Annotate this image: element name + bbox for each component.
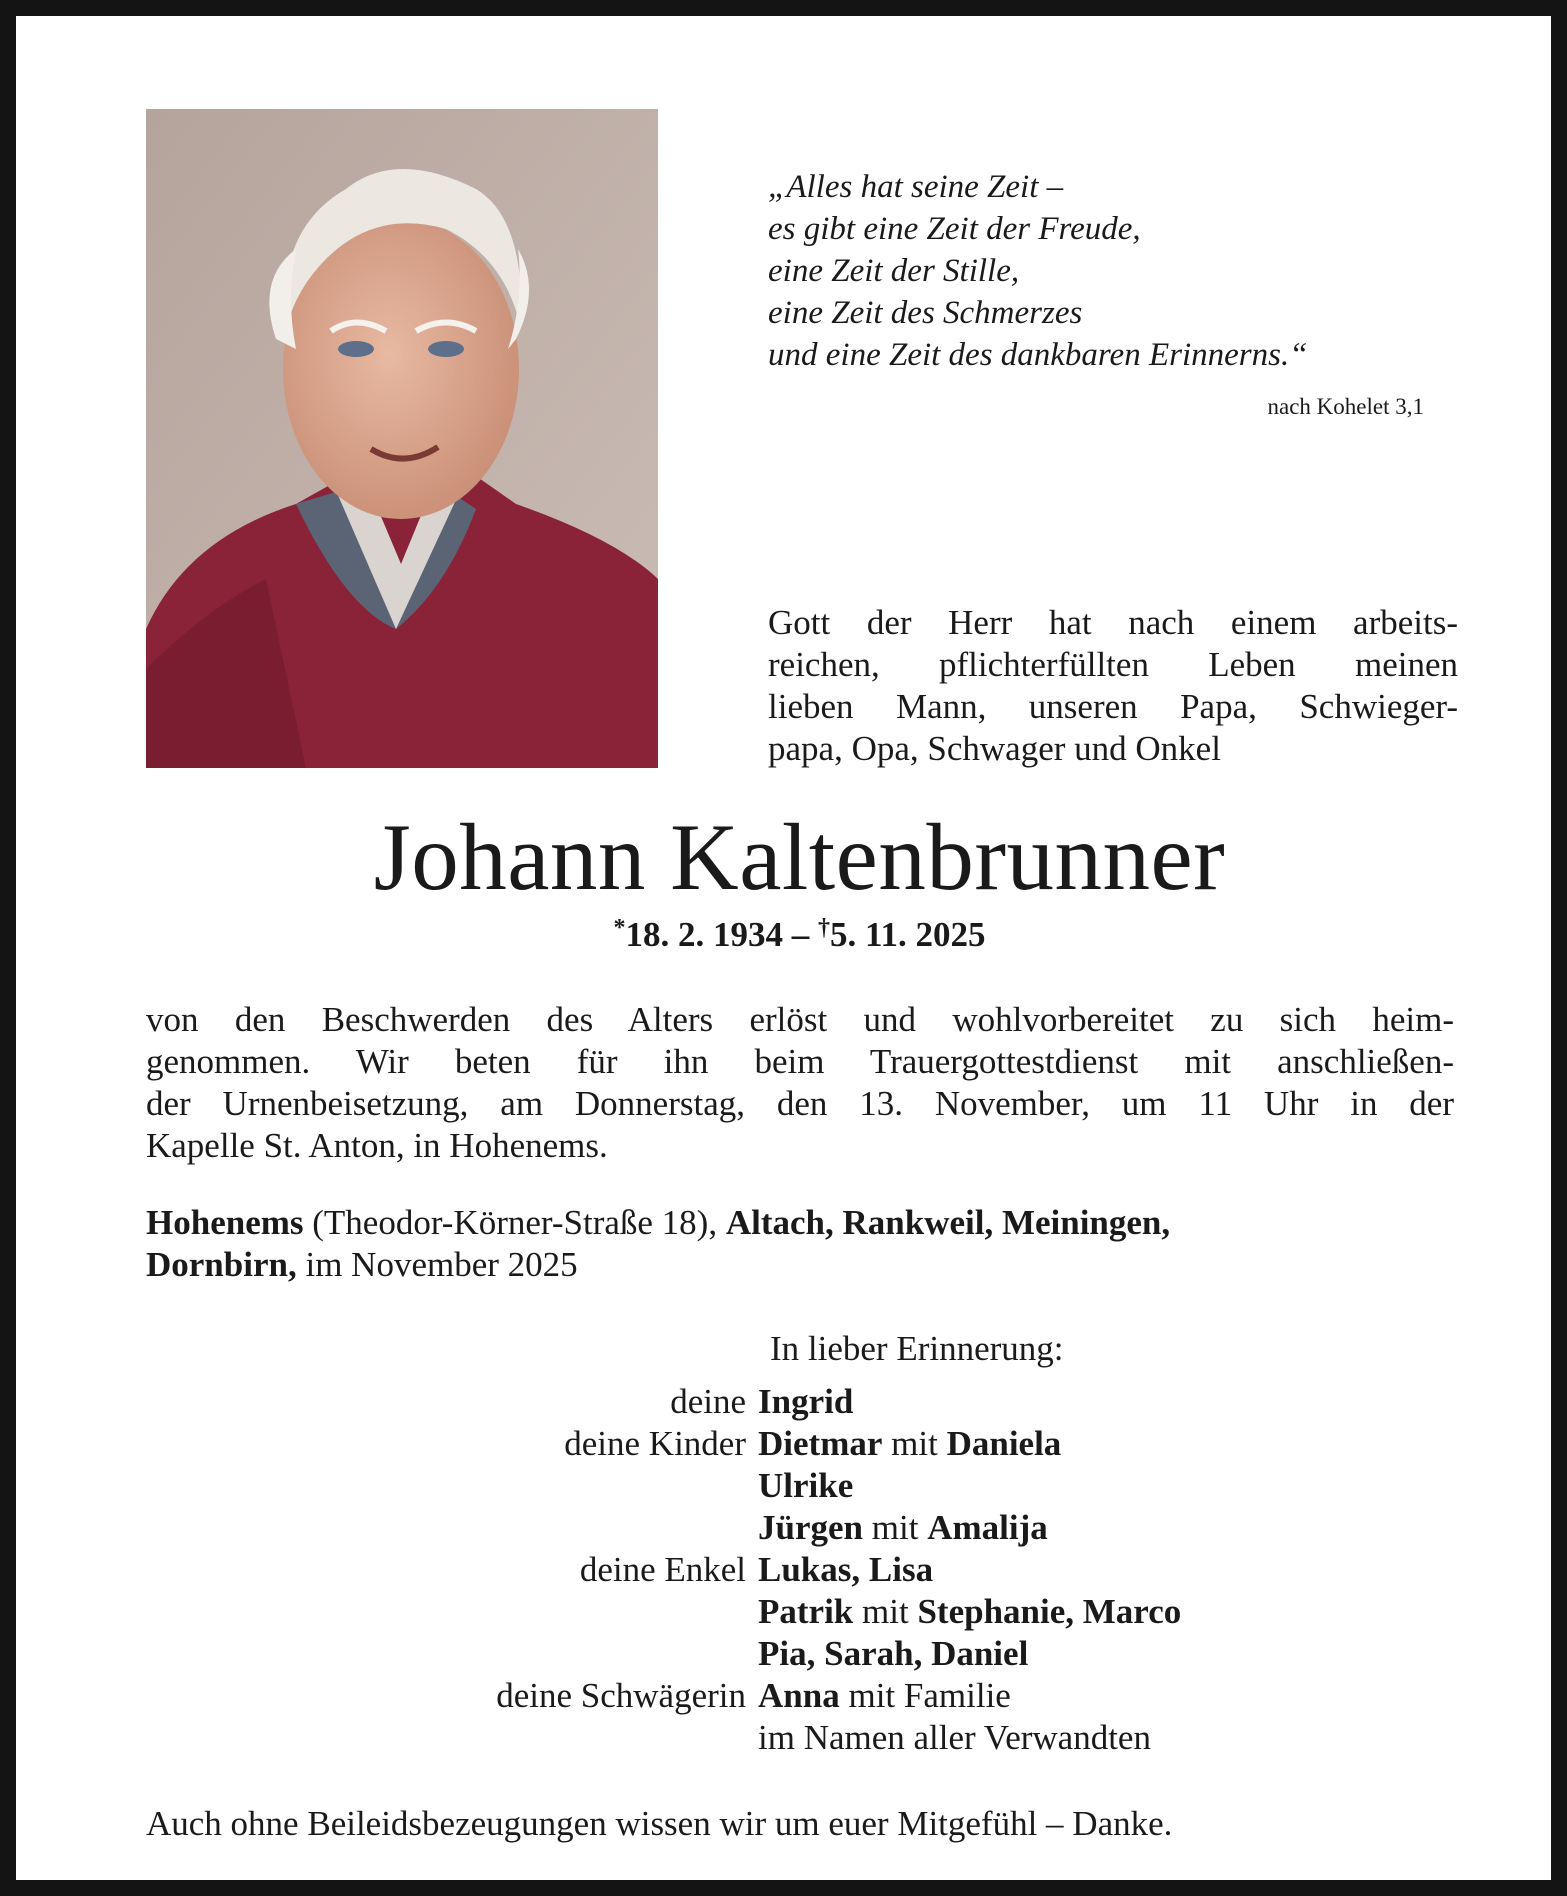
town-hohenems: Hohenems (146, 1203, 304, 1242)
birth-mark: * (613, 915, 626, 941)
intro-text (768, 602, 1458, 770)
family-name: Dietmar (758, 1424, 883, 1463)
quote-line: und eine Zeit des dankbaren Erinnerns.“ (768, 337, 1308, 373)
relation-label: deine Kinder (564, 1424, 746, 1463)
connector: mit Familie (839, 1676, 1011, 1715)
death-date: 5. 11. 2025 (829, 915, 986, 954)
quote-line: „Alles hat seine Zeit – (768, 169, 1064, 205)
relatives-note: im Namen aller Verwandten (758, 1718, 1151, 1757)
family-row (316, 1675, 1316, 1717)
connector: mit (853, 1592, 918, 1631)
closing-note: Auch ohne Beileidsbezeugungen wissen wir um euer Mitgefühl – Danke. (146, 1804, 1173, 1843)
family-name: Ulrike (758, 1466, 854, 1505)
intro-line: papa, Opa, Schwager und Onkel (768, 729, 1221, 768)
relation-label: deine Enkel (579, 1550, 746, 1589)
quote-line: es gibt eine Zeit der Freude, (768, 211, 1141, 247)
memory-heading: In lieber Erinnerung: (770, 1329, 1064, 1368)
intro-line: reichen, pflichterfüllten Leben meinen (768, 645, 1458, 684)
relation-label: deine Schwägerin (496, 1676, 746, 1715)
death-mark: † (817, 915, 830, 941)
family-row (316, 1381, 1316, 1423)
connector: mit (863, 1508, 928, 1547)
portrait-photo (146, 109, 658, 768)
town-dornbirn: Dornbirn, (146, 1245, 297, 1284)
family-row (316, 1633, 1316, 1675)
family-row (316, 1507, 1316, 1549)
family-name: Patrik (758, 1592, 854, 1631)
body-line: der Urnenbeisetzung, am Donnerstag, den 13. November, um 11 Uhr in der (146, 1084, 1454, 1123)
body-line: genommen. Wir beten für ihn beim Trauergottestdienst mit anschließen- (146, 1042, 1454, 1081)
family-name: Jürgen (758, 1508, 863, 1547)
family-name: Pia, Sarah, Daniel (758, 1634, 1029, 1673)
family-row (316, 1591, 1316, 1633)
life-dates (16, 915, 1567, 955)
family-row (316, 1423, 1316, 1465)
notice-date: im November 2025 (296, 1245, 578, 1284)
family-name: Lukas, Lisa (758, 1550, 934, 1589)
portrait-image (146, 109, 658, 768)
funeral-notice-text (146, 999, 1454, 1167)
quote-source: nach Kohelet 3,1 (1267, 394, 1424, 419)
family-name: Daniela (946, 1424, 1062, 1463)
body-line: Kapelle St. Anton, in Hohenems. (146, 1126, 608, 1165)
family-name: Ingrid (758, 1382, 854, 1421)
family-name: Stephanie, Marco (917, 1592, 1182, 1631)
date-separator: – (782, 915, 818, 954)
family-row (316, 1717, 1316, 1759)
towns-list: Altach, Rankweil, Meiningen, (725, 1203, 1171, 1242)
birth-date: 18. 2. 1934 (625, 915, 783, 954)
family-name: Anna (758, 1676, 840, 1715)
place-line (146, 1202, 1454, 1244)
family-list (316, 1381, 1316, 1759)
family-name: Amalija (927, 1508, 1048, 1547)
bible-quote (768, 166, 1468, 376)
quote-line: eine Zeit der Stille, (768, 253, 1020, 289)
family-row (316, 1549, 1316, 1591)
intro-line: lieben Mann, unseren Papa, Schwieger- (768, 687, 1458, 726)
deceased-name: Johann Kaltenbrunner (373, 804, 1226, 910)
connector: mit (882, 1424, 947, 1463)
quote-line: eine Zeit des Schmerzes (768, 295, 1083, 331)
intro-line: Gott der Herr hat nach einem arbeits- (768, 603, 1458, 642)
relation-label: deine (670, 1382, 746, 1421)
place-and-date (146, 1202, 1454, 1286)
place-line (146, 1244, 1454, 1286)
address: (Theodor-Körner-Straße 18), (303, 1203, 726, 1242)
body-line: von den Beschwerden des Alters erlöst und wohlvorbereitet zu sich heim- (146, 1000, 1454, 1039)
family-row (316, 1465, 1316, 1507)
